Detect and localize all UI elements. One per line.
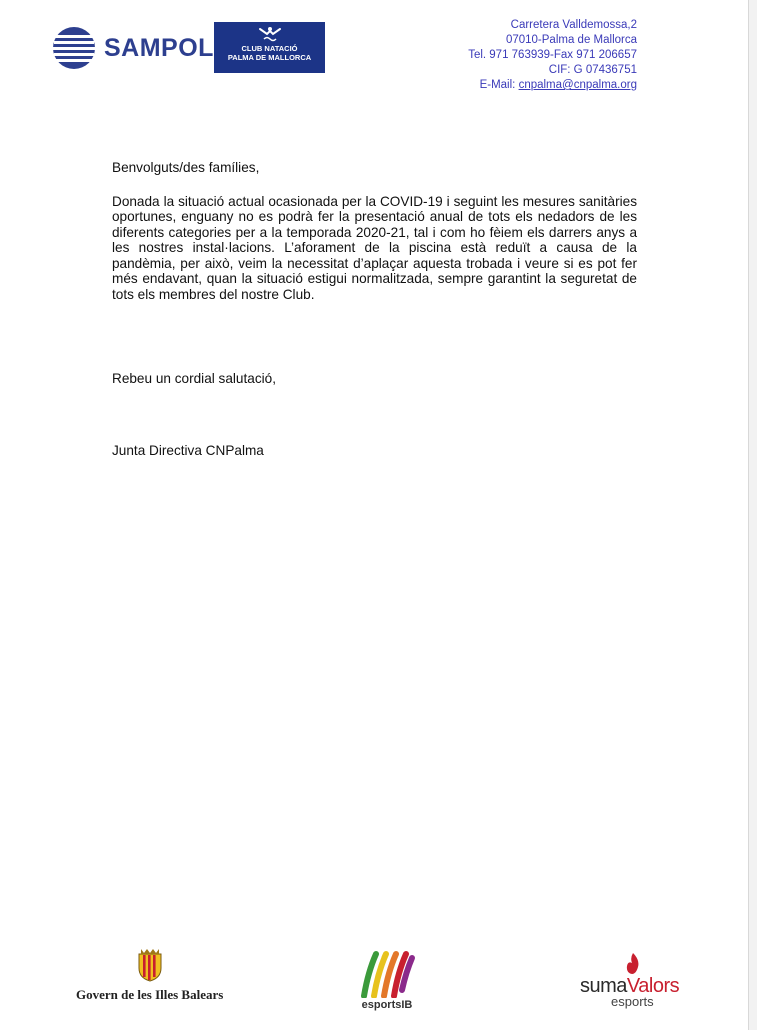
coat-of-arms-icon [135,948,165,982]
esportsib-label: esportsIB [361,999,413,1011]
closing: Rebeu un cordial salutació, [112,371,276,386]
greeting: Benvolguts/des famílies, [112,160,260,175]
email-label: E-Mail: [479,79,519,91]
email-link[interactable]: cnpalma@cnpalma.org [518,79,637,91]
swimmer-icon [257,26,283,43]
email-line [468,78,637,93]
flame-icon [624,952,642,976]
sumavalors-logo [580,952,695,1008]
club-logo-line1: CLUB NATACIÓ [241,44,298,53]
govern-logo [76,948,223,1003]
club-logo-line2: PALMA DE MALLORCA [227,53,312,62]
club-natacio-logo [214,22,325,73]
signature: Junta Directiva CNPalma [112,443,264,458]
address-line4: CIF: G 07436751 [548,64,637,76]
sumavalors-sub: esports [611,994,654,1009]
sampol-logo [52,26,214,70]
sampol-globe-icon [52,26,96,70]
address-block [468,18,637,93]
valors-word: Valors [626,975,680,997]
suma-word: suma [580,975,627,997]
address-line3: Tel. 971 763939-Fax 971 206657 [468,49,637,61]
esportsib-logo [352,950,422,1011]
sumavalors-wordmark [580,976,695,996]
esportsib-stripes-icon [358,950,416,998]
body-paragraph: Donada la situació actual ocasionada per la COVID-19 i seguint les mesures sanitàries oportunes, enguany no es podrà fer la presentació anual de tots els nedadors de les diferents categories per a la temporada 2020-21, tal i com ho fèiem els darrers anys a les nostres instal·lacions. L’aforament de la piscina està reduït a causa de la pandèmia, per això, veim la necessitat d’aplaçar aquesta trobada i veure si es pot fer més endavant, quan la situació estigui normalitzada, sempre garantint la seguretat de tots els membres del nostre Club. [112,193,637,302]
letter-body [112,160,637,302]
address-line2: 07010-Palma de Mallorca [505,34,637,46]
sampol-wordmark: SAMPOL [104,33,214,62]
address-line1: Carretera Valldemossa,2 [510,19,637,31]
govern-label: Govern de les Illes Balears [76,987,224,1002]
